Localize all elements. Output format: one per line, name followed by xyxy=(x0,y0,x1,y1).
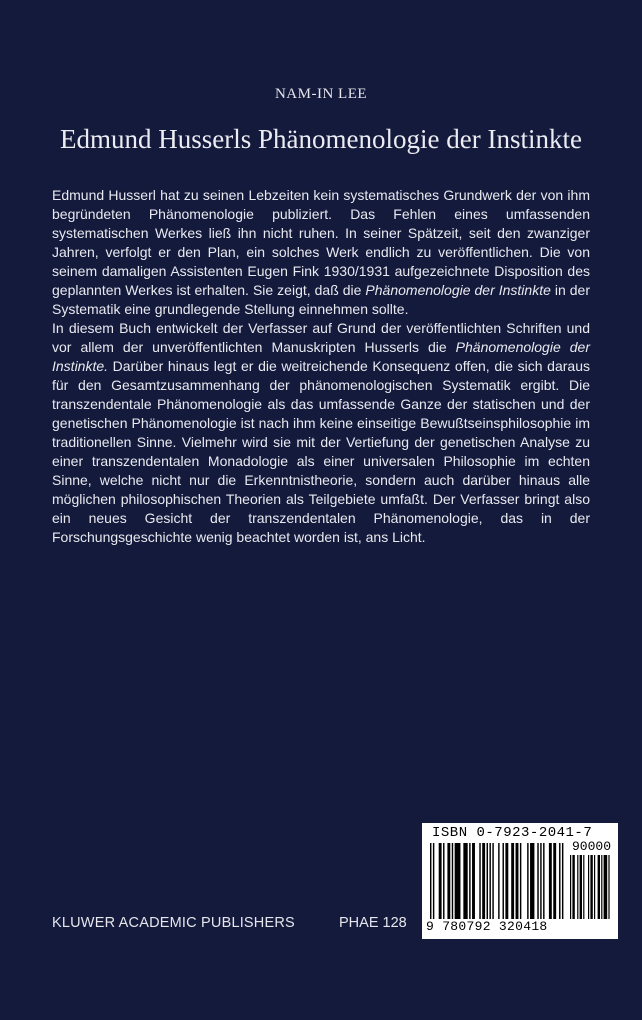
italic-title-reference: Phänomenologie der Instinkte xyxy=(365,282,551,298)
blurb-text xyxy=(52,186,590,547)
ean-digits: 9 780792 320418 xyxy=(426,919,548,934)
isbn-barcode xyxy=(422,823,618,939)
blurb-paragraph-2: In diesem Buch entwickelt der Verfasser auf Grund der veröffentlichten Schriften und vor allem der unveröffentlichten Manuskripten Husserls die Phänomenologie der Instinkte. Darüber hinaus legt er die weitreichende Konsequenz offen, die sich daraus für den Gesamtzusammenhang der phänomenologischen Systematik ergibt. Die transzendentale Phänomenologie als das umfassende Ganze der statischen und der genetischen Phänomenologie ist nach ihm keine einseitige Bewußtseinsphilosophie im traditionellen Sinne. Vielmehr wird sie mit der Vertiefung der genetischen Analyse zu einer transzendentalen Monadologie als einer universalen Philosophie im echten Sinne, welche nicht nur die Erkenntnistheorie, sondern auch darüber hinaus alle möglichen philosophischen Theorien als Teilgebiete umfaßt. Der Verfasser bringt also ein neues Gesicht der transzendentalen Phänomenologie, das in der Forschungsgeschichte wenig beachtet worden ist, ans Licht. xyxy=(52,320,590,545)
italic-title-reference: Phänomenologie der Instinkte. xyxy=(52,339,590,374)
blurb-paragraph-1: Edmund Husserl hat zu seinen Lebzeiten kein systematisches Grundwerk der von ihm begründeten Phänomenologie publiziert. Das Fehlen eines umfassenden systematischen Werkes ließ ihn nicht ruhen. In seiner Spätzeit, seit den zwanziger Jahren, verfolgt er den Plan, ein solches Werk endlich zu veröffentlichen. Die von seinem damaligen Assistenten Eugen Fink 1930/1931 aufgezeichnete Disposition des geplannten Werkes ist erhalten. Sie zeigt, daß die Phänomenologie der Instinkte in der Systematik eine grundlegende Stellung einnehmen sollte. xyxy=(52,187,590,317)
price-code: 90000 xyxy=(572,839,612,854)
ean-barcode-bars xyxy=(430,843,568,919)
book-title: Edmund Husserls Phänomenologie der Instinkte xyxy=(60,124,582,154)
series-number: PHAE 128 xyxy=(339,915,407,931)
publisher-name: KLUWER ACADEMIC PUBLISHERS xyxy=(52,915,295,931)
author-name: NAM-IN LEE xyxy=(274,86,368,102)
addon-barcode-bars xyxy=(570,855,614,919)
isbn-number: ISBN 0-7923-2041-7 xyxy=(432,825,593,841)
